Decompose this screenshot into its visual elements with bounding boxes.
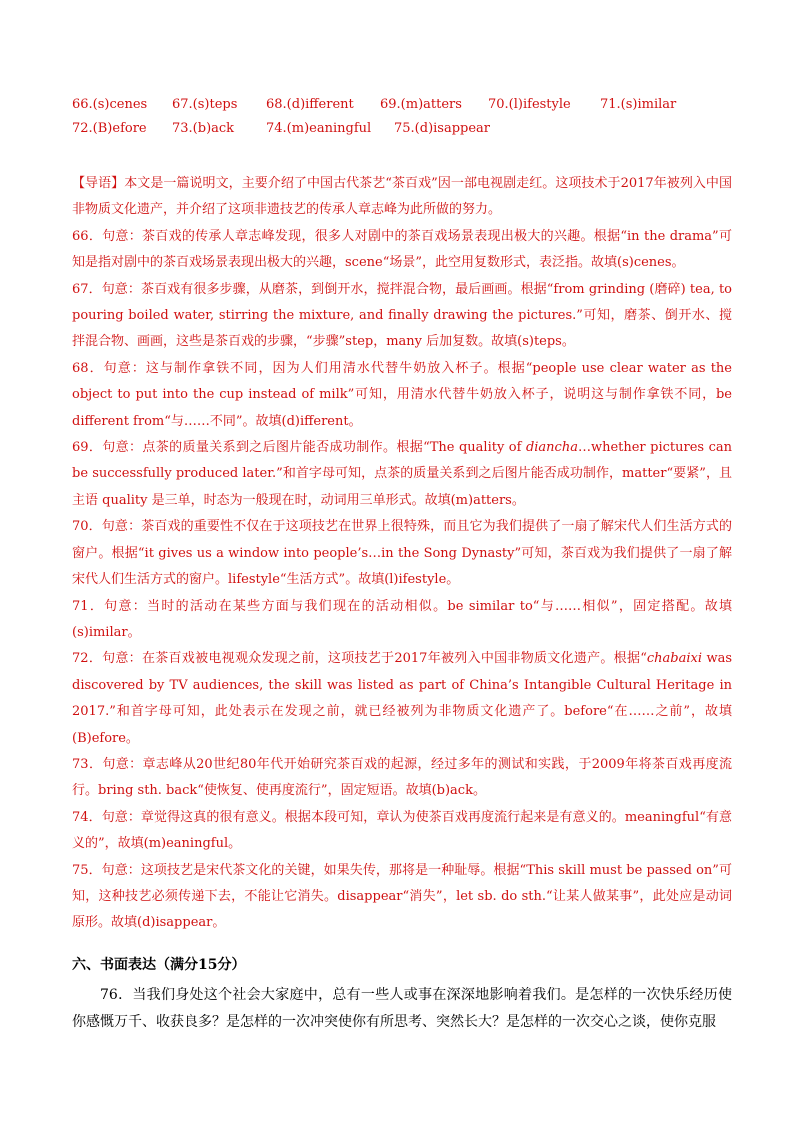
- analysis-item: 70．句意：茶百戏的重要性不仅在于这项技艺在世界上很特殊，而且它为我们提供了一扇了解宋代人们生活方式的窗户。根据“it gives us a window into people’s…in the Song Dynasty”可知，茶百戏为我们提供了一扇了解宋代人们生活方式的窗户。lifestyle“生活方式”。故填(l)ifestyle。: [72, 519, 732, 588]
- section-heading: 六、书面表达（满分15分）: [72, 957, 246, 973]
- question-76: 76．当我们身处这个社会大家庭中，总有一些人或事在深深地影响着我们。是怎样的一次快乐经历使你感慨万千、收获良多？是怎样的一次冲突使你有所思考、突然长大？是怎样的一次交心之谈，使你克服: [72, 987, 732, 1030]
- answer-66: 66.(s)cenes: [72, 97, 148, 112]
- analysis-item: 66．句意：茶百戏的传承人章志峰发现，很多人对剧中的茶百戏场景表现出极大的兴趣。根据“in the drama”可知是指对剧中的茶百戏场景表现出极大的兴趣，scene“场景”，此空用复数形式，表泛指。故填(s)cenes。: [72, 228, 732, 271]
- analysis-item: 72．句意：在茶百戏被电视观众发现之前，这项技艺于2017年被列入中国非物质文化遗产。根据“chabaixi was discovered by TV audiences, the skill was listed as part of China’s Intangible Cultural Heritage in 2017.”和首字母可知，此处表示在发现之前，就已经被列为非物质文化遗产了。before“在……之前”，故填(B)efore。: [72, 651, 732, 746]
- analysis-item: 67．句意：茶百戏有很多步骤，从磨茶，到倒开水，搅拌混合物，最后画画。根据“from grinding (磨碎) tea, to pouring boiled water, stirring the mixture, and finally drawing the pictures.”可知，磨茶、倒开水、搅拌混合物、画画，这些是茶百戏的步骤，“步骤”step，many 后加复数。故填(s)teps。: [72, 281, 732, 350]
- answer-67: 67.(s)teps: [172, 97, 238, 112]
- analysis-item: 73．句意：章志峰从20世纪80年代开始研究茶百戏的起源，经过多年的测试和实践，于2009年将茶百戏再度流行。bring sth. back“使恢复、使再度流行”，固定短语。故填(b)ack。: [72, 756, 732, 799]
- answer-row-1: [72, 93, 732, 117]
- analysis-item: 68．句意：这与制作拿铁不同，因为人们用清水代替牛奶放入杯子。根据“people use clear water as the object to put into the cup instead of milk”可知，用清水代替牛奶放入杯子，说明这与制作拿铁不同，be different from“与……不同”。故填(d)ifferent。: [72, 360, 732, 429]
- answer-71: 71.(s)imilar: [600, 97, 677, 112]
- italic-term: chabaixi: [646, 651, 703, 667]
- answer-70: 70.(l)ifestyle: [488, 97, 571, 112]
- analysis-item: 74．句意：章觉得这真的很有意义。根据本段可知，章认为使茶百戏再度流行起来是有意义的。meaningful“有意义的”，故填(m)eaningful。: [72, 809, 732, 852]
- answer-74: 74.(m)eaningful: [266, 121, 372, 136]
- answer-75: 75.(d)isappear: [394, 121, 491, 136]
- analysis-section: [72, 171, 732, 937]
- analysis-item: 71．句意：当时的活动在某些方面与我们现在的活动相似。be similar to“与……相似”，固定搭配。故填(s)imilar。: [72, 598, 732, 640]
- writing-prompt: [72, 982, 732, 1036]
- lead-paragraph: 【导语】本文是一篇说明文，主要介绍了中国古代茶艺“茶百戏”因一部电视剧走红。这项技术于2017年被列入中国非物质文化遗产，并介绍了这项非遗技艺的传承人章志峰为此所做的努力。: [72, 176, 732, 218]
- analysis-item: 75．句意：这项技艺是宋代茶文化的关键，如果失传，那将是一种耻辱。根据“This skill must be passed on”可知，这种技艺必须传递下去，不能让它消失。disappear“消失”，let sb. do sth.“让某人做某事”，此处应是动词原形。故填(d)isappear。: [72, 862, 732, 931]
- answer-row-2: [72, 117, 732, 141]
- answer-73: 73.(b)ack: [172, 121, 235, 136]
- italic-term: diancha: [525, 440, 578, 456]
- analysis-item: 69．句意：点茶的质量关系到之后图片能否成功制作。根据“The quality of diancha…whether pictures can be successfully produced later.”和首字母可知，点茶的质量关系到之后图片能否成功制作，matter“要紧”，且主语 quality 是三单，时态为一般现在时，动词用三单形式。故填(m)atters。: [72, 440, 732, 508]
- answer-68: 68.(d)ifferent: [266, 97, 354, 112]
- answer-72: 72.(B)efore: [72, 121, 147, 136]
- answer-key: [72, 93, 732, 141]
- answer-69: 69.(m)atters: [380, 97, 462, 112]
